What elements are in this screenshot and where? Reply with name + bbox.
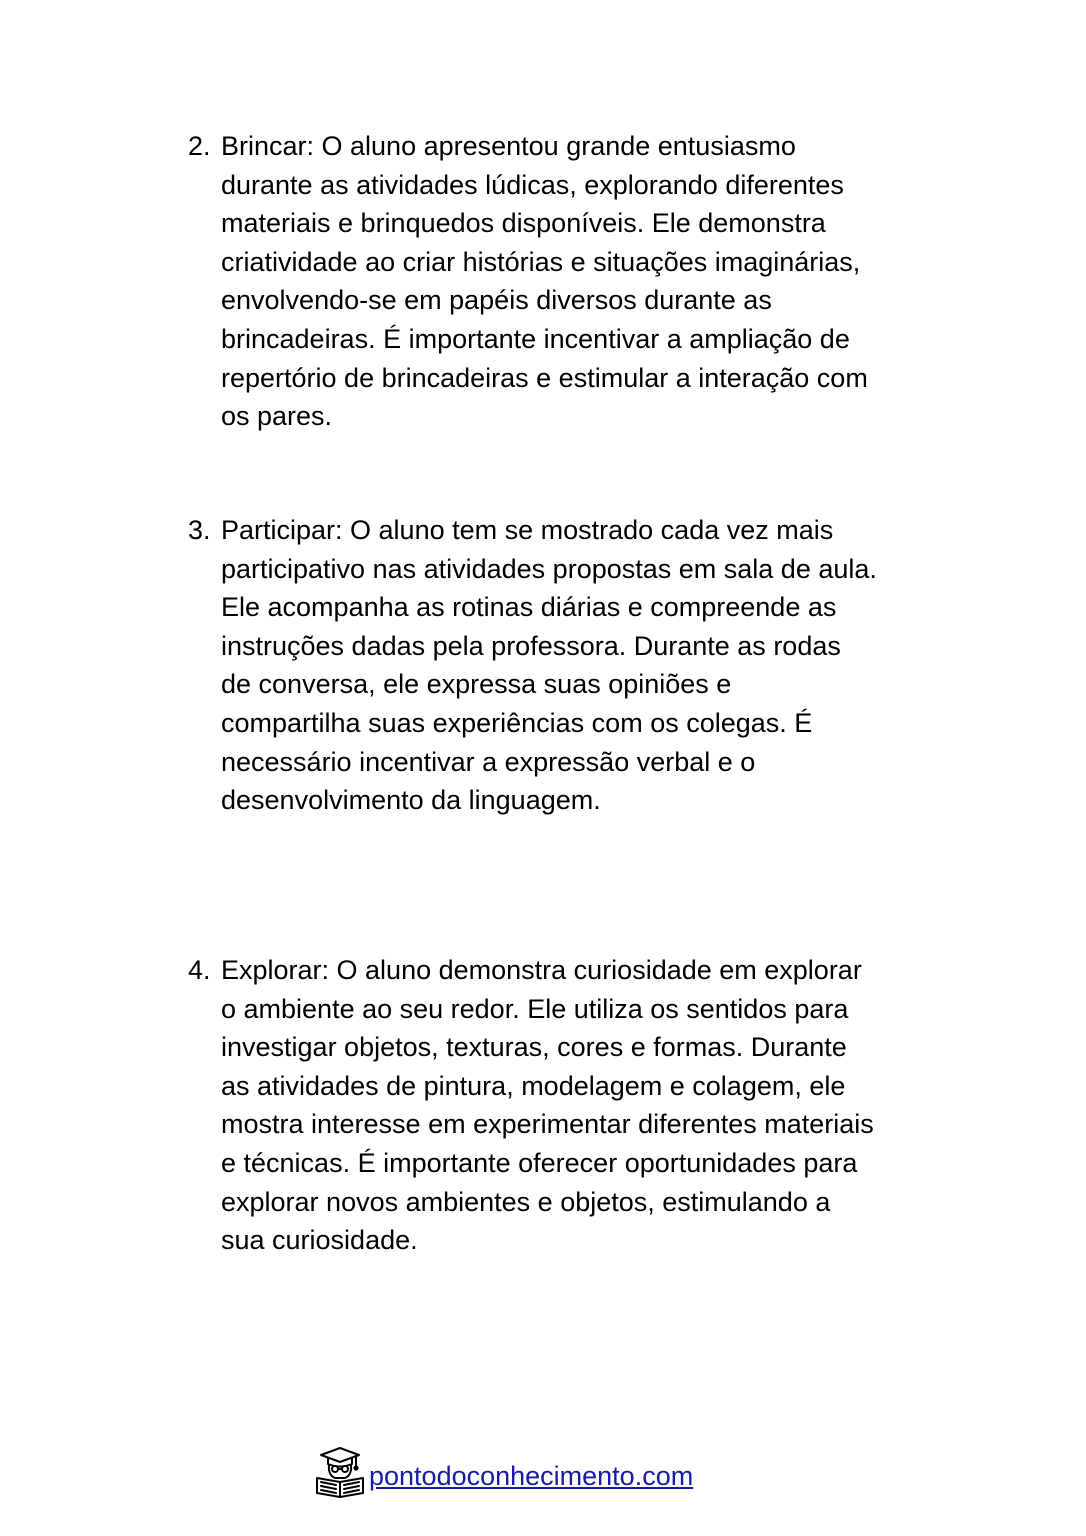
text-line: Explorar: O aluno demonstra curiosidade em explorar: [221, 955, 862, 985]
item-text: [221, 951, 948, 1260]
text-line: desenvolvimento da linguagem.: [221, 785, 601, 816]
list-item-participar: [188, 511, 948, 820]
text-line: de conversa, ele expressa suas opiniões e: [221, 669, 732, 700]
graduate-reading-book-icon: [313, 1444, 367, 1498]
text-line: participativo nas atividades propostas em sala de aula.: [221, 553, 877, 584]
website-link[interactable]: pontodoconhecimento.com: [369, 1460, 694, 1491]
text-line: explorar novos ambientes e objetos, estimulando a: [221, 1186, 831, 1217]
text-line: mostra interesse em experimentar diferentes materiais: [221, 1109, 874, 1140]
item-text: [221, 127, 948, 436]
text-line: criatividade ao criar histórias e situações imaginárias,: [221, 246, 861, 277]
text-line: os pares.: [221, 401, 333, 432]
text-line: Participar: O aluno tem se mostrado cada vez mais: [221, 515, 834, 545]
item-number: 2.: [188, 131, 211, 161]
text-line: brincadeiras. É importante incentivar a ampliação de: [221, 323, 850, 354]
text-line: durante as atividades lúdicas, explorando diferentes: [221, 169, 844, 200]
text-line: materiais e brinquedos disponíveis. Ele demonstra: [221, 208, 826, 239]
item-number: 3.: [188, 515, 211, 545]
item-number: 4.: [188, 955, 211, 985]
text-line: sua curiosidade.: [221, 1225, 418, 1256]
text-line: as atividades de pintura, modelagem e colagem, ele: [221, 1070, 846, 1101]
text-line: instruções dadas pela professora. Durante as rodas: [221, 630, 841, 661]
item-text: [221, 511, 948, 820]
footer: [313, 1443, 693, 1499]
text-line: o ambiente ao seu redor. Ele utiliza os sentidos para: [221, 993, 849, 1024]
text-line: e técnicas. É importante oferecer oportunidades para: [221, 1147, 858, 1178]
text-line: compartilha suas experiências com os colegas. É: [221, 707, 813, 738]
text-line: repertório de brincadeiras e estimular a interação com: [221, 362, 868, 393]
list-item-explorar: [188, 951, 948, 1260]
list-item-brincar: [188, 127, 948, 436]
text-line: envolvendo-se em papéis diversos durante as: [221, 285, 772, 316]
text-line: necessário incentivar a expressão verbal e o: [221, 746, 756, 777]
text-line: investigar objetos, texturas, cores e formas. Durante: [221, 1032, 847, 1063]
text-line: Ele acompanha as rotinas diárias e compreende as: [221, 592, 837, 623]
text-line: Brincar: O aluno apresentou grande entusiasmo: [221, 131, 796, 161]
